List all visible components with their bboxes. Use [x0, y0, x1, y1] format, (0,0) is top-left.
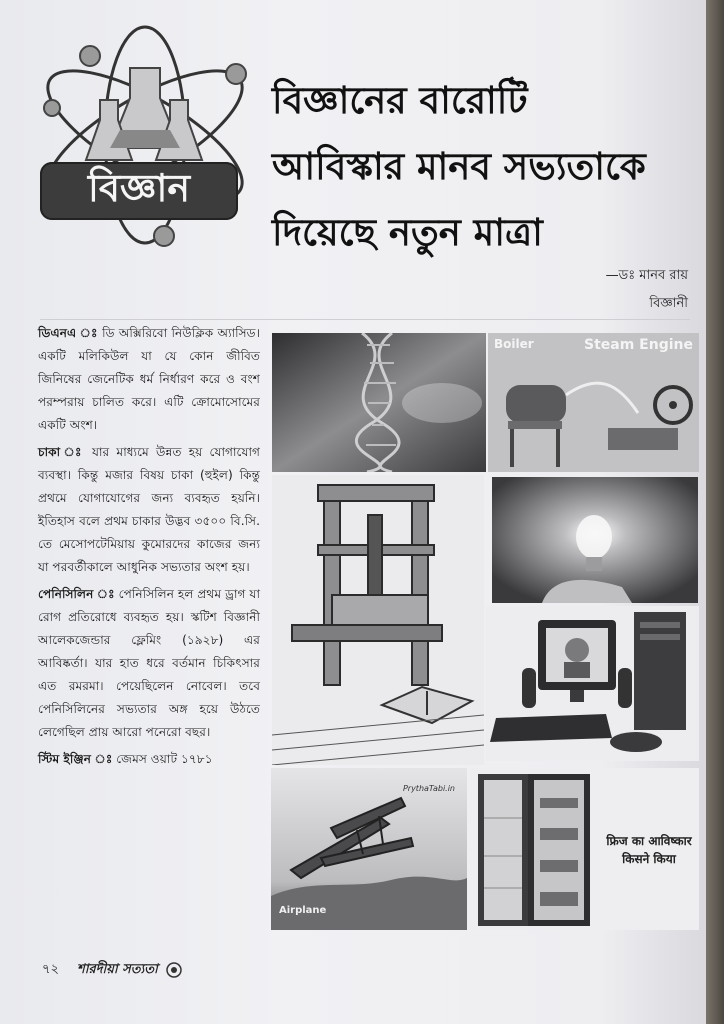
text-penicillin: পেনিসিলিন হল প্রথম ড্রাগ যা রোগ প্রতিরোধে ব্যবহৃত হয়। স্কটিশ বিজ্ঞানী আলেকজেন্ডার ফ্লেমিং (১৯২৮) এর আবিষ্কর্তা। যার হাত ধরে বর্তমান চিকিৎসার এত রমরমা। পেয়েছিলেন নোবেল। তবে পেনিসিলিনের সভ্যতার অঙ্গ হয়ে উঠতে লেগেছিল প্রায় আরো পনেরো বছর।: [38, 587, 260, 739]
airplane-label: Airplane: [279, 905, 327, 916]
term-wheel: চাকা ঃ: [38, 445, 85, 459]
fridge-caption-line-1: फ्रिज का आविष्कार: [606, 834, 692, 848]
paragraph-steam-engine: [38, 748, 260, 771]
author-role: বিজ্ঞানী: [649, 296, 688, 311]
term-penicillin: পেনিসিলিন ঃ: [38, 587, 115, 601]
plane-watermark: PrythaTabi.in: [402, 784, 455, 793]
page-footer: [42, 960, 182, 981]
fridge-caption: [602, 832, 696, 868]
dna-image: [272, 333, 486, 472]
page-number: ৭২: [42, 962, 59, 977]
term-steam-engine: স্টিম ইঞ্জিন ঃ: [38, 752, 113, 766]
light-bulb-image: [492, 477, 698, 603]
steam-engine-label: Steam Engine: [584, 337, 693, 353]
author-name: —ডঃ মানব রায়: [605, 268, 688, 283]
computer-image: [486, 606, 699, 761]
magazine-name: শারদীয়া সত্যতা: [77, 962, 158, 977]
magazine-logo-icon: [166, 962, 182, 978]
headline-line-2: আবিস্কার মানব সভ্যতাকে: [272, 145, 646, 188]
boiler-label: Boiler: [494, 337, 534, 351]
paragraph-dna: [38, 322, 260, 437]
text-dna: ডি অক্সিরিবো নিউক্লিক অ্যাসিড। একটি মলিকিউল যা যে কোন জীবিত জিনিষের জেনেটিক ধর্ম নির্ধারণ করে ও বংশ পরম্পরায় চালিত করে। এটি ক্রোমোসোমের একটি অংশ।: [38, 326, 260, 432]
headline-line-3: দিয়েছে নতুন মাত্রা: [272, 211, 543, 254]
text-wheel: যার মাধ্যমে উন্নত হয় যোগাযোগ ব্যবস্থা। কিন্তু মজার বিষয় চাকা (হুইল) কিন্তু প্রথমে যোগাযোগের জন্য ব্যবহৃত হয়নি। ইতিহাস বলে প্রথম চাকার উদ্ভব ৩৫০০ বি.সি. তে মেসোপটেমিয়ায় কুমোরদের কাজের জন্য যা পরবর্তীকালে আধুনিক সভ্যতার অংশ হয়।: [38, 445, 260, 574]
page-edge: [706, 0, 724, 1024]
paragraph-penicillin: [38, 583, 260, 744]
headline-line-1: বিজ্ঞানের বারোটি: [272, 79, 528, 122]
divider: [40, 319, 690, 320]
article-body: [38, 322, 260, 775]
section-badge: [40, 162, 238, 220]
steam-engine-image: [488, 333, 699, 472]
author-block: [606, 262, 688, 318]
airplane-image: [271, 768, 467, 930]
text-steam-engine: জেমস ওয়াট ১৭৮১: [112, 752, 213, 766]
article-headline: [272, 68, 702, 266]
term-dna: ডিএনএ ঃ: [38, 326, 98, 340]
printing-press-image: [272, 475, 484, 765]
section-badge-label: বিজ্ঞান: [87, 166, 191, 210]
fridge-caption-line-2: किसने किया: [622, 852, 676, 866]
paragraph-wheel: [38, 441, 260, 579]
refrigerator-image: [470, 768, 699, 930]
